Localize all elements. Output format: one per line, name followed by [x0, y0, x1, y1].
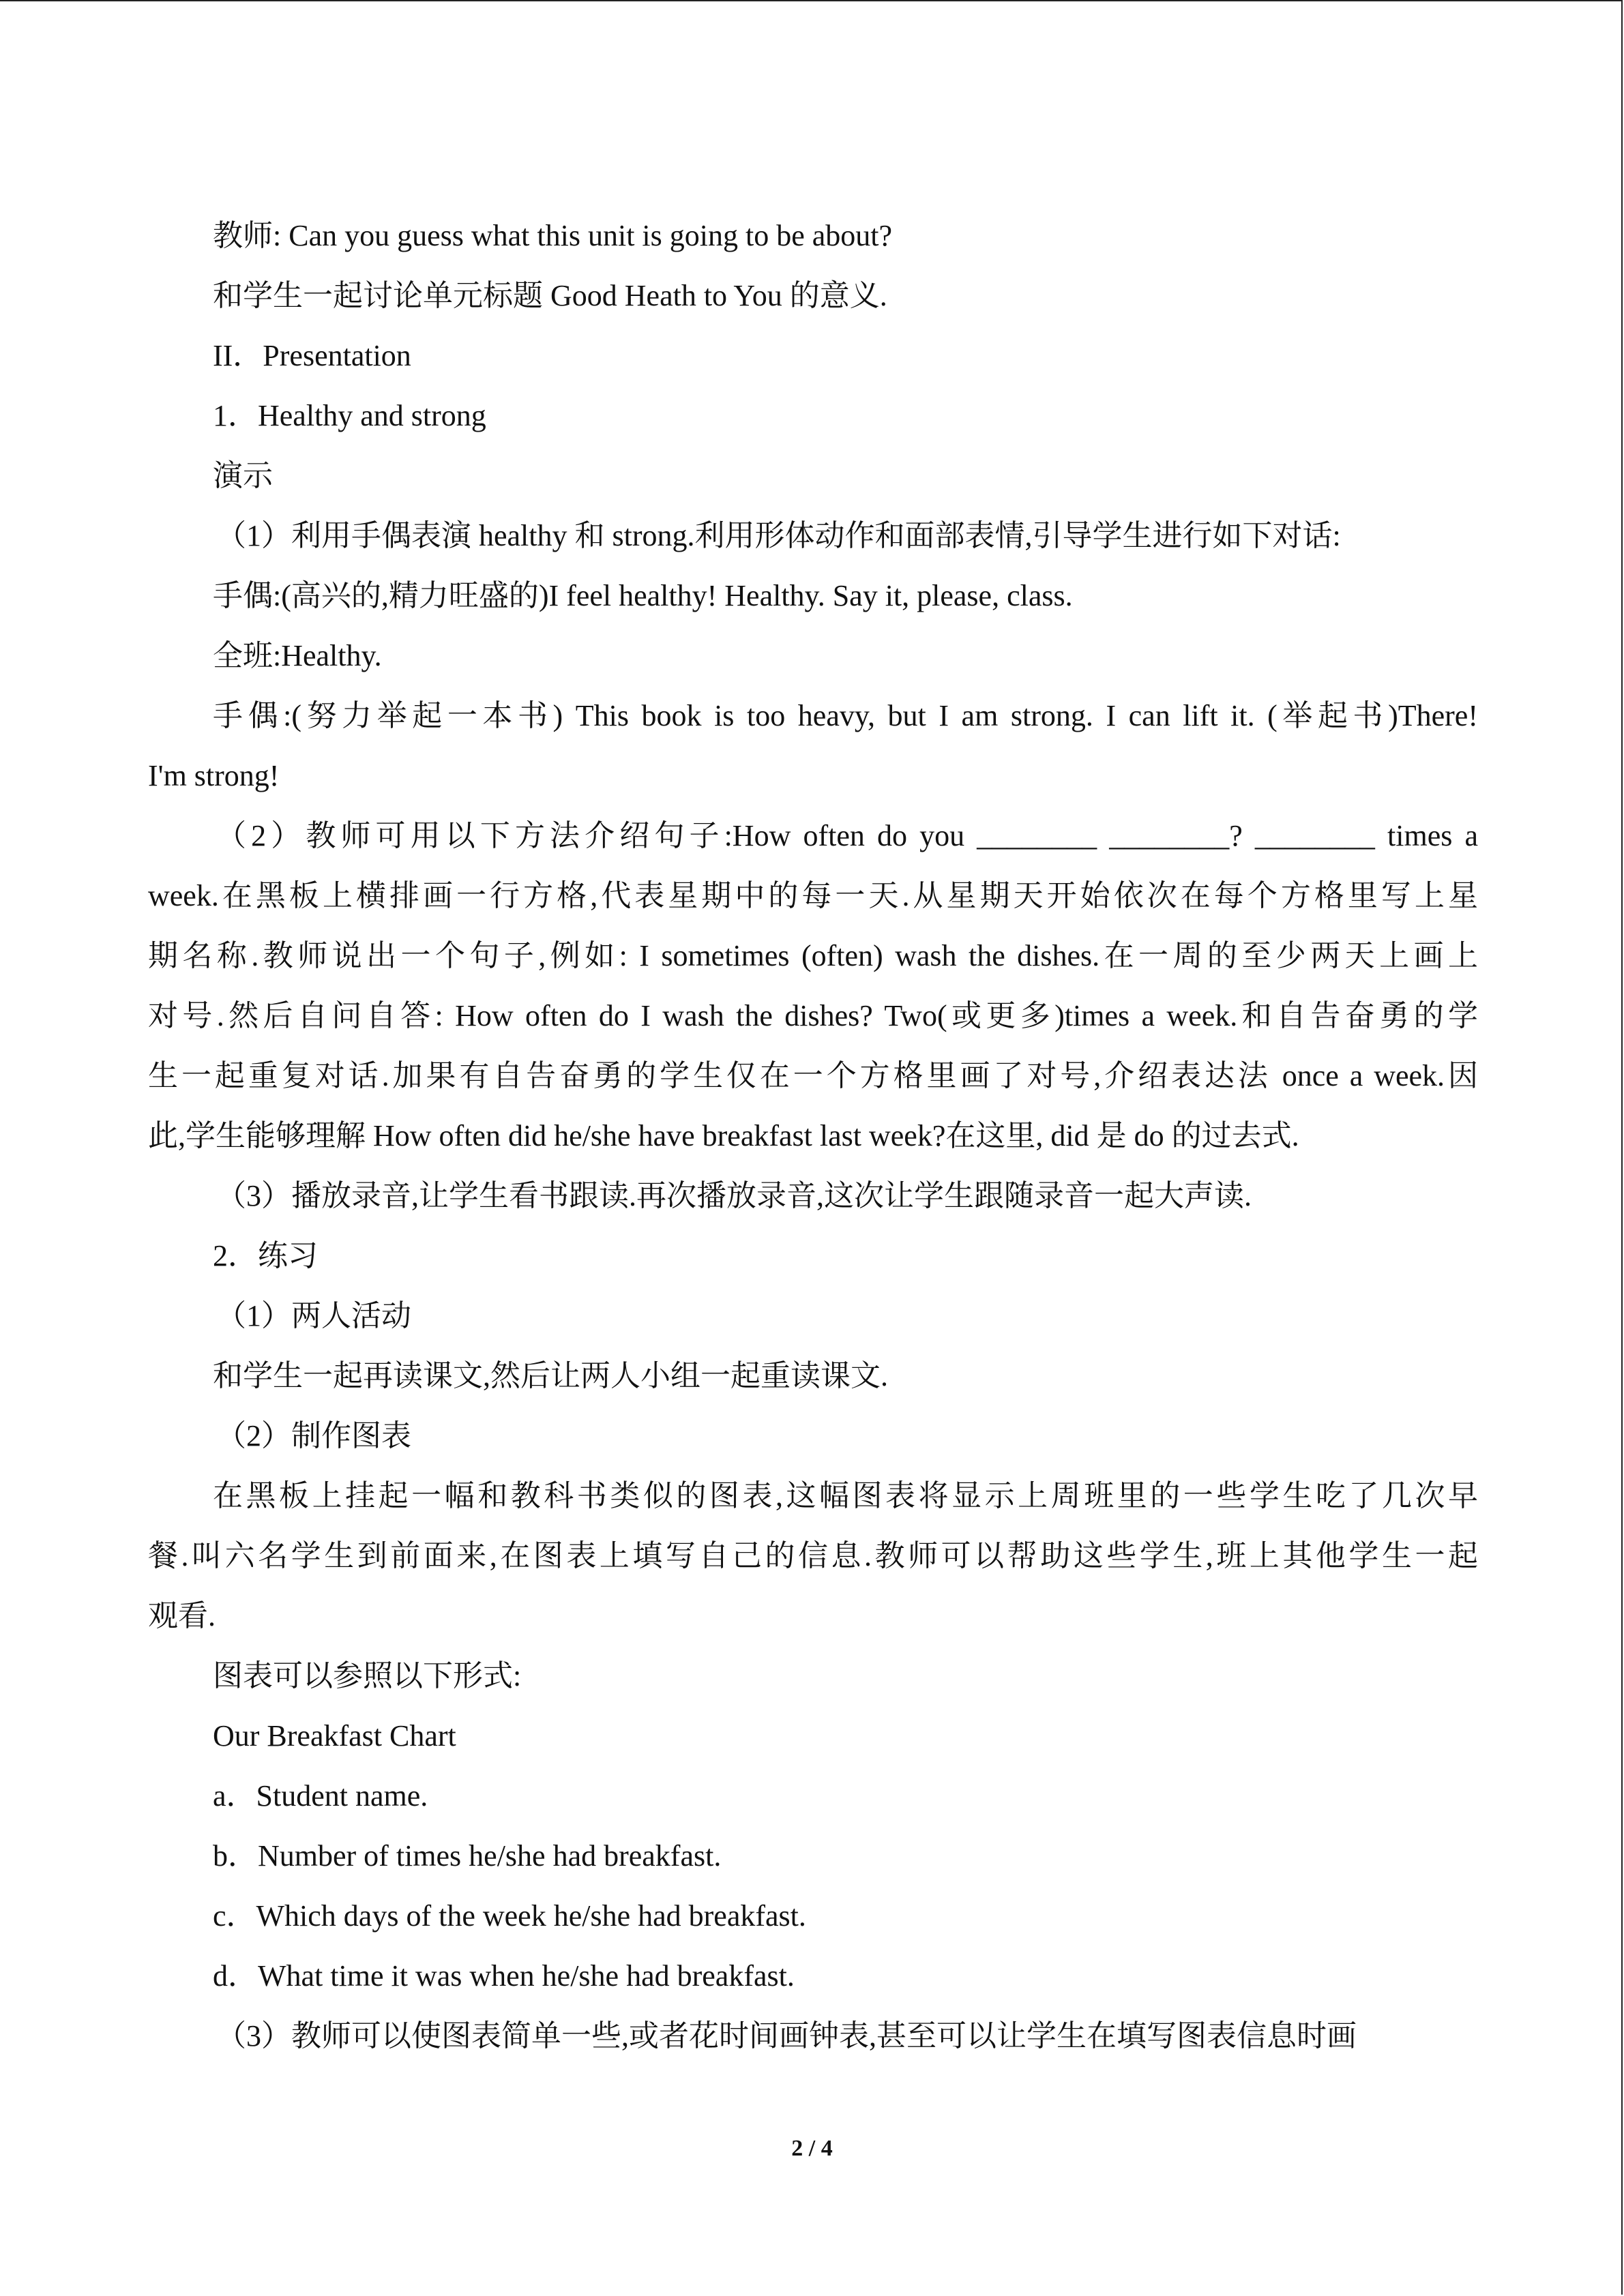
paragraph-line: （3）教师可以使图表简单一些,或者花时间画钟表,甚至可以让学生在填写图表信息时画 [216, 2019, 1357, 2053]
paragraph-line: week.在黑板上横排画一行方格,代表星期中的每一天.从星期天开始依次在每个方格里写上星 [148, 879, 1478, 912]
paragraph-line: 和学生一起讨论单元标题 Good Heath to You 的意义. [213, 279, 887, 312]
section-heading: II．Presentation [213, 339, 411, 372]
paragraph-line: （3）播放录音,让学生看书跟读.再次播放录音,这次让学生跟随录音一起大声读. [216, 1179, 1252, 1212]
paragraph-line: 手偶:(努力举起一本书) This book is too heavy, but I am strong. I can lift it. (举起书)There! [213, 699, 1478, 732]
chart-title: Our Breakfast Chart [213, 1719, 456, 1753]
paragraph-line: 演示 [213, 459, 273, 492]
paragraph-line: 和学生一起再读课文,然后让两人小组一起重读课文. [213, 1359, 888, 1392]
paragraph-line: 餐.叫六名学生到前面来,在图表上填写自己的信息.教师可以帮助这些学生,班上其他学生一起 [148, 1539, 1478, 1572]
paragraph-line: （1）利用手偶表演 healthy 和 strong.利用形体动作和面部表情,引导学生进行如下对话: [216, 519, 1341, 552]
paragraph-line: 图表可以参照以下形式: [213, 1659, 522, 1693]
list-item: b．Number of times he/she had breakfast. [213, 1839, 722, 1873]
paragraph-line: （2）教师可用以下方法介绍句子:How often do you ________ ________? ________ times a [216, 819, 1478, 852]
paragraph-line: 生一起重复对话.加果有自告奋勇的学生仅在一个方格里画了对号,介绍表达法 once a week.因 [148, 1059, 1478, 1092]
document-body [148, 206, 1478, 2066]
paragraph-line: 观看. [148, 1599, 216, 1632]
list-item: a．Student name. [213, 1779, 428, 1813]
paragraph-line: （1）两人活动 [216, 1299, 411, 1332]
paragraph-line: 教师: Can you guess what this unit is going to be about? [213, 219, 893, 252]
paragraph-line: 对号.然后自问自答: How often do I wash the dishes? Two(或更多)times a week.和自告奋勇的学 [148, 999, 1478, 1032]
paragraph-line: 此,学生能够理解 How often did he/she have breakfast last week?在这里, did 是 do 的过去式. [148, 1119, 1299, 1152]
list-item: d．What time it was when he/she had breakfast. [213, 1959, 795, 1993]
list-item: c．Which days of the week he/she had breakfast. [213, 1899, 806, 1933]
paragraph-line: （2）制作图表 [216, 1419, 411, 1452]
paragraph-line: 手偶:(高兴的,精力旺盛的)I feel healthy! Healthy. Say it, please, class. [213, 579, 1073, 612]
subsection-heading: 1．Healthy and strong [213, 399, 486, 432]
paragraph-line: 在黑板上挂起一幅和教科书类似的图表,这幅图表将显示上周班里的一些学生吃了几次早 [213, 1479, 1478, 1512]
page-number: 2 / 4 [791, 2136, 833, 2161]
paragraph-line: 全班:Healthy. [213, 639, 382, 672]
subsection-heading: 2．练习 [213, 1239, 318, 1272]
paragraph-line: I'm strong! [148, 759, 280, 792]
paragraph-line: 期名称.教师说出一个句子,例如: I sometimes (often) wash the dishes.在一周的至少两天上画上 [148, 939, 1478, 972]
